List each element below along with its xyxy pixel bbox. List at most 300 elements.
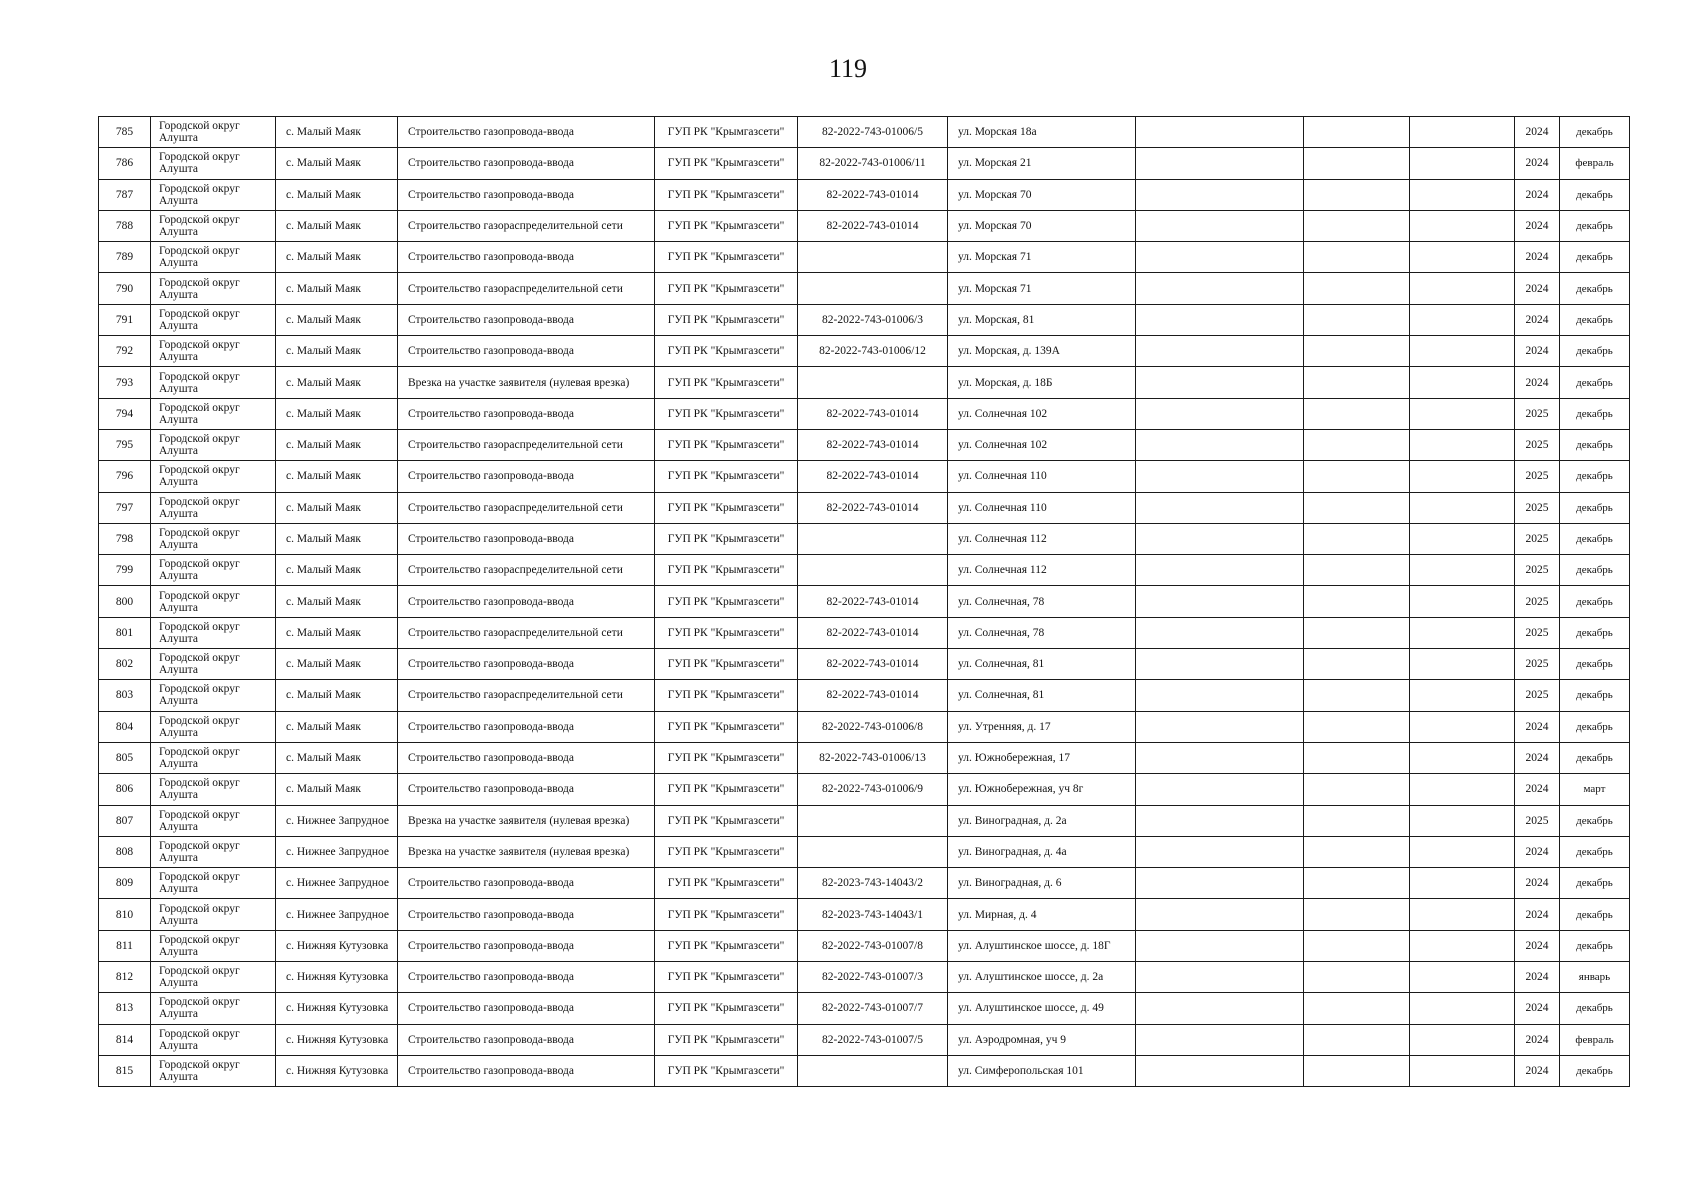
settlement-cell: с. Нижнее Запрудное <box>276 899 398 930</box>
work-type-cell: Врезка на участке заявителя (нулевая врезка) <box>398 805 655 836</box>
month-cell: декабрь <box>1560 273 1630 304</box>
district-cell: Городской округ Алушта <box>151 273 276 304</box>
empty-cell <box>1136 492 1304 523</box>
row-number-cell: 810 <box>99 899 151 930</box>
table-row <box>99 649 1630 680</box>
district-cell: Городской округ Алушта <box>151 336 276 367</box>
table-row <box>99 805 1630 836</box>
district-cell: Городской округ Алушта <box>151 680 276 711</box>
empty-cell <box>1136 555 1304 586</box>
organization-cell: ГУП РК "Крымгазсети" <box>655 962 798 993</box>
settlement-cell: с. Малый Маяк <box>276 398 398 429</box>
work-type-cell: Строительство газораспределительной сети <box>398 680 655 711</box>
empty-cell <box>1136 1024 1304 1055</box>
empty-cell <box>1304 868 1410 899</box>
work-type-cell: Врезка на участке заявителя (нулевая врезка) <box>398 367 655 398</box>
work-type-cell: Строительство газопровода-ввода <box>398 930 655 961</box>
month-cell: декабрь <box>1560 242 1630 273</box>
month-cell: декабрь <box>1560 117 1630 148</box>
empty-cell <box>1136 461 1304 492</box>
empty-cell <box>1136 742 1304 773</box>
address-cell: ул. Морская, 81 <box>948 304 1136 335</box>
district-cell: Городской округ Алушта <box>151 993 276 1024</box>
district-cell: Городской округ Алушта <box>151 930 276 961</box>
year-cell: 2024 <box>1515 117 1560 148</box>
empty-cell <box>1410 398 1515 429</box>
work-type-cell: Строительство газораспределительной сети <box>398 429 655 460</box>
empty-cell <box>1304 242 1410 273</box>
empty-cell <box>1410 367 1515 398</box>
registration-code-cell: 82-2022-743-01014 <box>798 429 948 460</box>
year-cell: 2024 <box>1515 1024 1560 1055</box>
month-cell: декабрь <box>1560 179 1630 210</box>
registration-code-cell: 82-2022-743-01006/5 <box>798 117 948 148</box>
empty-cell <box>1304 836 1410 867</box>
empty-cell <box>1304 117 1410 148</box>
work-type-cell: Строительство газопровода-ввода <box>398 336 655 367</box>
settlement-cell: с. Малый Маяк <box>276 586 398 617</box>
empty-cell <box>1410 680 1515 711</box>
address-cell: ул. Морская 70 <box>948 210 1136 241</box>
work-type-cell: Строительство газопровода-ввода <box>398 304 655 335</box>
organization-cell: ГУП РК "Крымгазсети" <box>655 649 798 680</box>
district-cell: Городской округ Алушта <box>151 962 276 993</box>
empty-cell <box>1136 1055 1304 1086</box>
settlement-cell: с. Малый Маяк <box>276 429 398 460</box>
empty-cell <box>1304 711 1410 742</box>
district-cell: Городской округ Алушта <box>151 555 276 586</box>
registry-body <box>99 117 1630 1087</box>
organization-cell: ГУП РК "Крымгазсети" <box>655 367 798 398</box>
empty-cell <box>1304 805 1410 836</box>
settlement-cell: с. Нижняя Кутузовка <box>276 993 398 1024</box>
month-cell: декабрь <box>1560 868 1630 899</box>
settlement-cell: с. Нижнее Запрудное <box>276 868 398 899</box>
address-cell: ул. Алуштинское шоссе, д. 49 <box>948 993 1136 1024</box>
row-number-cell: 795 <box>99 429 151 460</box>
empty-cell <box>1304 210 1410 241</box>
work-type-cell: Строительство газопровода-ввода <box>398 586 655 617</box>
month-cell: декабрь <box>1560 210 1630 241</box>
row-number-cell: 804 <box>99 711 151 742</box>
registration-code-cell <box>798 1055 948 1086</box>
registration-code-cell: 82-2022-743-01014 <box>798 179 948 210</box>
organization-cell: ГУП РК "Крымгазсети" <box>655 242 798 273</box>
row-number-cell: 814 <box>99 1024 151 1055</box>
registration-code-cell: 82-2022-743-01014 <box>798 492 948 523</box>
organization-cell: ГУП РК "Крымгазсети" <box>655 179 798 210</box>
settlement-cell: с. Малый Маяк <box>276 210 398 241</box>
table-row <box>99 742 1630 773</box>
empty-cell <box>1410 492 1515 523</box>
address-cell: ул. Алуштинское шоссе, д. 18Г <box>948 930 1136 961</box>
row-number-cell: 786 <box>99 148 151 179</box>
empty-cell <box>1136 429 1304 460</box>
district-cell: Городской округ Алушта <box>151 492 276 523</box>
empty-cell <box>1410 461 1515 492</box>
empty-cell <box>1410 899 1515 930</box>
district-cell: Городской округ Алушта <box>151 836 276 867</box>
empty-cell <box>1304 304 1410 335</box>
work-type-cell: Строительство газопровода-ввода <box>398 993 655 1024</box>
organization-cell: ГУП РК "Крымгазсети" <box>655 210 798 241</box>
empty-cell <box>1304 148 1410 179</box>
empty-cell <box>1410 742 1515 773</box>
empty-cell <box>1410 242 1515 273</box>
table-row <box>99 304 1630 335</box>
month-cell: декабрь <box>1560 711 1630 742</box>
settlement-cell: с. Нижняя Кутузовка <box>276 962 398 993</box>
empty-cell <box>1136 273 1304 304</box>
empty-cell <box>1410 993 1515 1024</box>
address-cell: ул. Морская 21 <box>948 148 1136 179</box>
empty-cell <box>1136 242 1304 273</box>
registration-code-cell <box>798 523 948 554</box>
empty-cell <box>1136 774 1304 805</box>
district-cell: Городской округ Алушта <box>151 242 276 273</box>
empty-cell <box>1136 649 1304 680</box>
row-number-cell: 811 <box>99 930 151 961</box>
work-type-cell: Строительство газораспределительной сети <box>398 555 655 586</box>
address-cell: ул. Мирная, д. 4 <box>948 899 1136 930</box>
registration-code-cell: 82-2022-743-01014 <box>798 398 948 429</box>
empty-cell <box>1410 336 1515 367</box>
registration-code-cell <box>798 805 948 836</box>
empty-cell <box>1136 836 1304 867</box>
registration-code-cell <box>798 273 948 304</box>
month-cell: декабрь <box>1560 649 1630 680</box>
address-cell: ул. Виноградная, д. 4а <box>948 836 1136 867</box>
settlement-cell: с. Малый Маяк <box>276 336 398 367</box>
month-cell: декабрь <box>1560 492 1630 523</box>
row-number-cell: 805 <box>99 742 151 773</box>
empty-cell <box>1410 962 1515 993</box>
year-cell: 2025 <box>1515 586 1560 617</box>
table-row <box>99 586 1630 617</box>
empty-cell <box>1410 429 1515 460</box>
month-cell: декабрь <box>1560 805 1630 836</box>
table-row <box>99 993 1630 1024</box>
empty-cell <box>1410 586 1515 617</box>
work-type-cell: Строительство газопровода-ввода <box>398 117 655 148</box>
month-cell: декабрь <box>1560 586 1630 617</box>
table-row <box>99 461 1630 492</box>
work-type-cell: Строительство газопровода-ввода <box>398 1024 655 1055</box>
page-number: 119 <box>828 54 868 83</box>
row-number-cell: 801 <box>99 617 151 648</box>
row-number-cell: 797 <box>99 492 151 523</box>
district-cell: Городской округ Алушта <box>151 398 276 429</box>
registration-code-cell: 82-2022-743-01006/13 <box>798 742 948 773</box>
work-type-cell: Строительство газопровода-ввода <box>398 148 655 179</box>
settlement-cell: с. Малый Маяк <box>276 242 398 273</box>
district-cell: Городской округ Алушта <box>151 461 276 492</box>
table-row <box>99 179 1630 210</box>
empty-cell <box>1410 711 1515 742</box>
empty-cell <box>1304 774 1410 805</box>
empty-cell <box>1136 899 1304 930</box>
work-type-cell: Строительство газопровода-ввода <box>398 649 655 680</box>
year-cell: 2024 <box>1515 742 1560 773</box>
empty-cell <box>1410 273 1515 304</box>
registration-code-cell <box>798 836 948 867</box>
organization-cell: ГУП РК "Крымгазсети" <box>655 742 798 773</box>
month-cell: декабрь <box>1560 899 1630 930</box>
address-cell: ул. Морская 71 <box>948 242 1136 273</box>
year-cell: 2024 <box>1515 242 1560 273</box>
settlement-cell: с. Нижнее Запрудное <box>276 836 398 867</box>
organization-cell: ГУП РК "Крымгазсети" <box>655 993 798 1024</box>
address-cell: ул. Солнечная, 81 <box>948 680 1136 711</box>
organization-cell: ГУП РК "Крымгазсети" <box>655 586 798 617</box>
district-cell: Городской округ Алушта <box>151 617 276 648</box>
year-cell: 2024 <box>1515 148 1560 179</box>
table-row <box>99 930 1630 961</box>
settlement-cell: с. Малый Маяк <box>276 555 398 586</box>
empty-cell <box>1410 179 1515 210</box>
organization-cell: ГУП РК "Крымгазсети" <box>655 555 798 586</box>
settlement-cell: с. Малый Маяк <box>276 367 398 398</box>
year-cell: 2024 <box>1515 774 1560 805</box>
empty-cell <box>1136 179 1304 210</box>
registration-code-cell: 82-2022-743-01014 <box>798 617 948 648</box>
district-cell: Городской округ Алушта <box>151 899 276 930</box>
table-row <box>99 868 1630 899</box>
settlement-cell: с. Нижняя Кутузовка <box>276 1024 398 1055</box>
empty-cell <box>1304 1055 1410 1086</box>
empty-cell <box>1304 930 1410 961</box>
empty-cell <box>1304 398 1410 429</box>
month-cell: декабрь <box>1560 336 1630 367</box>
address-cell: ул. Морская, д. 18Б <box>948 367 1136 398</box>
registration-code-cell: 82-2022-743-01007/3 <box>798 962 948 993</box>
address-cell: ул. Виноградная, д. 2а <box>948 805 1136 836</box>
month-cell: декабрь <box>1560 555 1630 586</box>
registration-code-cell: 82-2022-743-01006/12 <box>798 336 948 367</box>
organization-cell: ГУП РК "Крымгазсети" <box>655 711 798 742</box>
row-number-cell: 802 <box>99 649 151 680</box>
address-cell: ул. Солнечная 102 <box>948 398 1136 429</box>
year-cell: 2025 <box>1515 649 1560 680</box>
month-cell: декабрь <box>1560 523 1630 554</box>
table-row <box>99 617 1630 648</box>
year-cell: 2024 <box>1515 711 1560 742</box>
year-cell: 2024 <box>1515 930 1560 961</box>
district-cell: Городской округ Алушта <box>151 210 276 241</box>
address-cell: ул. Солнечная 110 <box>948 492 1136 523</box>
registration-code-cell: 82-2022-743-01006/11 <box>798 148 948 179</box>
registration-code-cell: 82-2022-743-01014 <box>798 210 948 241</box>
year-cell: 2024 <box>1515 210 1560 241</box>
address-cell: ул. Солнечная, 78 <box>948 617 1136 648</box>
row-number-cell: 794 <box>99 398 151 429</box>
empty-cell <box>1136 711 1304 742</box>
year-cell: 2024 <box>1515 899 1560 930</box>
registration-code-cell: 82-2022-743-01006/3 <box>798 304 948 335</box>
year-cell: 2024 <box>1515 868 1560 899</box>
empty-cell <box>1410 774 1515 805</box>
organization-cell: ГУП РК "Крымгазсети" <box>655 930 798 961</box>
empty-cell <box>1410 805 1515 836</box>
empty-cell <box>1410 836 1515 867</box>
address-cell: ул. Симферопольская 101 <box>948 1055 1136 1086</box>
registration-code-cell <box>798 555 948 586</box>
table-row <box>99 398 1630 429</box>
table-row <box>99 555 1630 586</box>
row-number-cell: 799 <box>99 555 151 586</box>
year-cell: 2025 <box>1515 492 1560 523</box>
registration-code-cell: 82-2022-743-01014 <box>798 649 948 680</box>
organization-cell: ГУП РК "Крымгазсети" <box>655 523 798 554</box>
work-type-cell: Строительство газопровода-ввода <box>398 868 655 899</box>
empty-cell <box>1136 617 1304 648</box>
district-cell: Городской округ Алушта <box>151 1024 276 1055</box>
empty-cell <box>1304 586 1410 617</box>
district-cell: Городской округ Алушта <box>151 586 276 617</box>
empty-cell <box>1304 179 1410 210</box>
empty-cell <box>1410 649 1515 680</box>
district-cell: Городской округ Алушта <box>151 805 276 836</box>
address-cell: ул. Морская, д. 139А <box>948 336 1136 367</box>
work-type-cell: Строительство газораспределительной сети <box>398 273 655 304</box>
organization-cell: ГУП РК "Крымгазсети" <box>655 304 798 335</box>
empty-cell <box>1410 930 1515 961</box>
district-cell: Городской округ Алушта <box>151 868 276 899</box>
table-row <box>99 117 1630 148</box>
organization-cell: ГУП РК "Крымгазсети" <box>655 836 798 867</box>
table-row <box>99 492 1630 523</box>
table-row <box>99 242 1630 273</box>
registration-code-cell: 82-2022-743-01007/8 <box>798 930 948 961</box>
table-row <box>99 523 1630 554</box>
empty-cell <box>1410 1055 1515 1086</box>
organization-cell: ГУП РК "Крымгазсети" <box>655 1024 798 1055</box>
work-type-cell: Строительство газопровода-ввода <box>398 774 655 805</box>
registration-code-cell: 82-2022-743-01007/7 <box>798 993 948 1024</box>
settlement-cell: с. Малый Маяк <box>276 774 398 805</box>
work-type-cell: Строительство газопровода-ввода <box>398 711 655 742</box>
empty-cell <box>1136 930 1304 961</box>
district-cell: Городской округ Алушта <box>151 429 276 460</box>
work-type-cell: Строительство газопровода-ввода <box>398 899 655 930</box>
month-cell: декабрь <box>1560 398 1630 429</box>
district-cell: Городской округ Алушта <box>151 367 276 398</box>
row-number-cell: 791 <box>99 304 151 335</box>
address-cell: ул. Виноградная, д. 6 <box>948 868 1136 899</box>
settlement-cell: с. Малый Маяк <box>276 304 398 335</box>
work-type-cell: Строительство газопровода-ввода <box>398 742 655 773</box>
work-type-cell: Строительство газопровода-ввода <box>398 179 655 210</box>
empty-cell <box>1410 523 1515 554</box>
empty-cell <box>1136 210 1304 241</box>
settlement-cell: с. Малый Маяк <box>276 461 398 492</box>
empty-cell <box>1136 680 1304 711</box>
row-number-cell: 809 <box>99 868 151 899</box>
empty-cell <box>1136 304 1304 335</box>
empty-cell <box>1304 492 1410 523</box>
district-cell: Городской округ Алушта <box>151 179 276 210</box>
empty-cell <box>1410 304 1515 335</box>
empty-cell <box>1304 1024 1410 1055</box>
settlement-cell: с. Малый Маяк <box>276 273 398 304</box>
empty-cell <box>1304 367 1410 398</box>
registration-code-cell: 82-2022-743-01006/8 <box>798 711 948 742</box>
row-number-cell: 785 <box>99 117 151 148</box>
organization-cell: ГУП РК "Крымгазсети" <box>655 273 798 304</box>
work-type-cell: Строительство газораспределительной сети <box>398 492 655 523</box>
empty-cell <box>1136 962 1304 993</box>
empty-cell <box>1304 680 1410 711</box>
address-cell: ул. Солнечная 112 <box>948 555 1136 586</box>
district-cell: Городской округ Алушта <box>151 711 276 742</box>
empty-cell <box>1136 148 1304 179</box>
district-cell: Городской округ Алушта <box>151 649 276 680</box>
work-type-cell: Строительство газораспределительной сети <box>398 617 655 648</box>
organization-cell: ГУП РК "Крымгазсети" <box>655 117 798 148</box>
address-cell: ул. Солнечная 112 <box>948 523 1136 554</box>
row-number-cell: 793 <box>99 367 151 398</box>
year-cell: 2025 <box>1515 461 1560 492</box>
table-row <box>99 836 1630 867</box>
month-cell: февраль <box>1560 148 1630 179</box>
organization-cell: ГУП РК "Крымгазсети" <box>655 680 798 711</box>
row-number-cell: 808 <box>99 836 151 867</box>
address-cell: ул. Солнечная 102 <box>948 429 1136 460</box>
address-cell: ул. Солнечная, 81 <box>948 649 1136 680</box>
organization-cell: ГУП РК "Крымгазсети" <box>655 617 798 648</box>
empty-cell <box>1136 586 1304 617</box>
row-number-cell: 798 <box>99 523 151 554</box>
address-cell: ул. Южнобережная, уч 8г <box>948 774 1136 805</box>
month-cell: декабрь <box>1560 304 1630 335</box>
table-row <box>99 210 1630 241</box>
settlement-cell: с. Малый Маяк <box>276 492 398 523</box>
year-cell: 2025 <box>1515 617 1560 648</box>
empty-cell <box>1304 899 1410 930</box>
row-number-cell: 806 <box>99 774 151 805</box>
registration-code-cell: 82-2022-743-01014 <box>798 461 948 492</box>
district-cell: Городской округ Алушта <box>151 1055 276 1086</box>
empty-cell <box>1304 429 1410 460</box>
address-cell: ул. Морская 71 <box>948 273 1136 304</box>
address-cell: ул. Морская 18а <box>948 117 1136 148</box>
district-cell: Городской округ Алушта <box>151 523 276 554</box>
empty-cell <box>1304 742 1410 773</box>
empty-cell <box>1136 868 1304 899</box>
table-row <box>99 1055 1630 1086</box>
settlement-cell: с. Малый Маяк <box>276 711 398 742</box>
empty-cell <box>1410 1024 1515 1055</box>
empty-cell <box>1304 273 1410 304</box>
table-row <box>99 429 1630 460</box>
organization-cell: ГУП РК "Крымгазсети" <box>655 774 798 805</box>
row-number-cell: 792 <box>99 336 151 367</box>
organization-cell: ГУП РК "Крымгазсети" <box>655 429 798 460</box>
empty-cell <box>1304 649 1410 680</box>
work-type-cell: Строительство газопровода-ввода <box>398 1055 655 1086</box>
settlement-cell: с. Малый Маяк <box>276 680 398 711</box>
registration-code-cell: 82-2022-743-01014 <box>798 680 948 711</box>
district-cell: Городской округ Алушта <box>151 148 276 179</box>
year-cell: 2024 <box>1515 962 1560 993</box>
table-row <box>99 680 1630 711</box>
month-cell: февраль <box>1560 1024 1630 1055</box>
address-cell: ул. Солнечная 110 <box>948 461 1136 492</box>
empty-cell <box>1304 523 1410 554</box>
empty-cell <box>1304 617 1410 648</box>
empty-cell <box>1410 555 1515 586</box>
address-cell: ул. Аэродромная, уч 9 <box>948 1024 1136 1055</box>
